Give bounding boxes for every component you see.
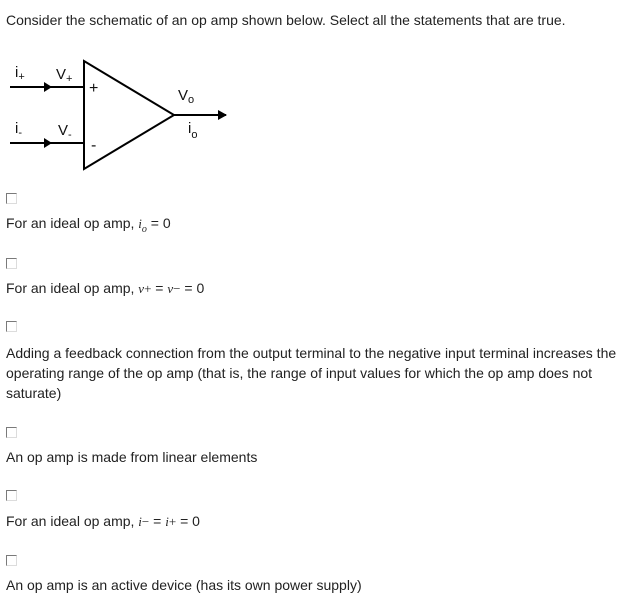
op-amp-schematic xyxy=(0,55,240,175)
option-1-text: For an ideal op amp, $i_o = 0$ xyxy=(6,215,171,235)
plus-input-arrow xyxy=(44,82,52,92)
question-prompt: Consider the schematic of an op amp shown below. Select all the statements that are true. xyxy=(6,12,566,28)
option-5 xyxy=(6,490,628,535)
option-5-text: For an ideal op amp, i− = i+ = 0 xyxy=(6,513,200,529)
option-3 xyxy=(6,321,628,406)
option-6-text: An op amp is an active device (has its own power supply) xyxy=(6,577,362,593)
output-arrow xyxy=(218,110,227,120)
option-1-checkbox[interactable] xyxy=(6,193,17,204)
option-3-checkbox[interactable] xyxy=(6,321,17,332)
option-3-text: Adding a feedback connection from the output terminal to the negative input terminal increases the operating range of the op amp (that is, the range of input values for which the op amp does not saturate) xyxy=(6,345,617,401)
v-out-label: $V_o$ xyxy=(178,87,195,106)
option-5-checkbox[interactable] xyxy=(6,490,17,501)
option-2-text: For an ideal op amp, v+ = v− = 0 xyxy=(6,280,205,296)
option-1 xyxy=(6,193,628,238)
plus-terminal-sign: + xyxy=(89,80,99,97)
option-6 xyxy=(6,555,628,600)
v-plus-label: $V_+$ xyxy=(56,66,73,85)
option-6-checkbox[interactable] xyxy=(6,555,17,566)
i-out-label: $i_o$ xyxy=(188,120,198,141)
v-minus-label: $V_-$ xyxy=(58,122,72,141)
op-amp-triangle xyxy=(84,61,174,169)
option-4-text: An op amp is made from linear elements xyxy=(6,449,258,465)
option-2 xyxy=(6,258,628,303)
minus-input-arrow xyxy=(44,138,52,148)
i-minus-label: $i_-$ xyxy=(15,120,23,139)
option-4-checkbox[interactable] xyxy=(6,427,17,438)
option-2-checkbox[interactable] xyxy=(6,258,17,269)
i-plus-label: $i_+$ xyxy=(15,64,25,83)
option-4 xyxy=(6,427,628,472)
minus-terminal-sign: - xyxy=(91,137,97,154)
